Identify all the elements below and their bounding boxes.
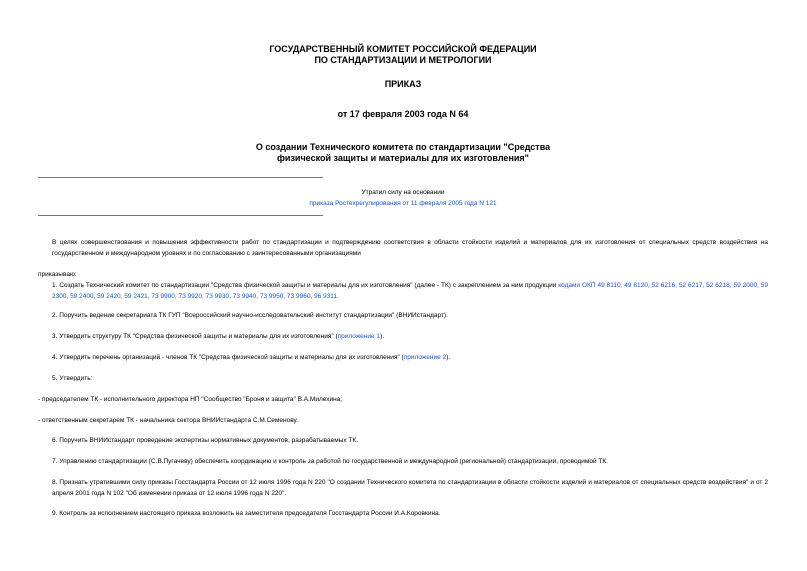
doc-type: ПРИКАЗ (384, 79, 422, 89)
okp-codes-link[interactable]: кодами ОКП 49 8110, 49 8120, 52 6216, 52 6217, 52 6218, 59 2000, 59 2300, 59 2400, 59 2420, 59 2421, 73 9900, 73 9920, 73 9930, 73 9940, 73 9950, 73 9960, 96 9311 (52, 282, 768, 300)
item-4 (38, 352, 768, 363)
appendix-1-link[interactable]: приложение 1 (337, 333, 381, 340)
item-1 (38, 280, 768, 302)
item-9: 9. Контроль за исполнением настоящего приказа возложить на заместителя председателя Госстандарта России И.А.Коровкина. (52, 510, 441, 517)
item-4-end: ). (446, 354, 451, 361)
doc-subject (38, 142, 768, 164)
status-link[interactable]: приказа Ростехрегулирования от 11 февраля 2005 года N 121 (309, 200, 497, 207)
doc-date: от 17 февраля 2003 года N 64 (337, 109, 469, 119)
item-3-text: 3. Утвердить структуру ТК "Средства физической защиты и материалы для их изготовления" ( (52, 333, 338, 340)
status-text: Утратил силу на основании (361, 189, 445, 196)
divider-bottom (38, 215, 323, 216)
divider-top (38, 177, 323, 178)
organization-heading (38, 44, 768, 66)
org-line-1: ГОСУДАРСТВЕННЫЙ КОМИТЕТ РОССИЙСКОЙ ФЕДЕРАЦИИ (269, 44, 537, 54)
subject-line-2: физической защиты и материалы для их изготовления" (277, 153, 529, 163)
intro-paragraph: В целях совершенствования и повышения эффективности работ по стандартизации и подтверждению соответствия в области стойкости изделий и материалов для их изготовления от специальных средств воздействия на государственном и международном уровнях и по согласованию с заинтересованными организациями (52, 239, 768, 257)
item-7: 7. Управлению стандартизации (С.В.Пугачеву) обеспечить координацию и контроль за работой по государственной и международной (региональной) стандартизации, проводимой ТК. (52, 458, 608, 465)
item-1-text: 1. Создать Технический комитет по стандартизации "Средства физической защиты и материалы для их изготовления" (далее - ТК) с закреплением за ним продукции (52, 282, 559, 289)
subject-line-1: О создании Технического комитета по стандартизации "Средства (255, 142, 551, 152)
item-3 (38, 331, 768, 342)
org-line-2: ПО СТАНДАРТИЗАЦИИ И МЕТРОЛОГИИ (314, 55, 492, 65)
item-4-text: 4. Утвердить перечень организаций - членов ТК "Средства физической защиты и материалы для их изготовления" ( (52, 354, 404, 361)
item-5: 5. Утвердить: (52, 375, 93, 382)
item-5-b: - ответственным секретарем ТК - начальника сектора ВНИИстандарта С.М.Семенову. (38, 417, 298, 424)
appendix-2-link[interactable]: приложение 2 (403, 354, 447, 361)
item-5-a: - председателем ТК - исполнительного директора НП "Сообщество "Броня и защита" В.А.Милехина; (38, 396, 343, 403)
order-word: приказываю: (38, 271, 77, 278)
item-1-end: . (337, 293, 339, 300)
item-6: 6. Поручить ВНИИстандарт проведение экспертизы нормативных документов, разрабатываемых ТК. (52, 437, 359, 444)
item-2: 2. Поручить ведение секретариата ТК ГУП "Всероссийский научно-исследовательский институт стандартизации" (ВНИИстандарт). (52, 312, 448, 319)
item-8: 8. Признать утратившими силу приказы Госстандарта России от 12 июля 1996 года N 220 "О создании Технического комитета по стандартизации в области стойкости изделий и материалов от специальных средств воздействия" и от 2 апреля 2001 года N 102 "Об изменении приказа от 12 июля 1996 года N 220". (52, 479, 768, 497)
item-3-end: ). (380, 333, 385, 340)
